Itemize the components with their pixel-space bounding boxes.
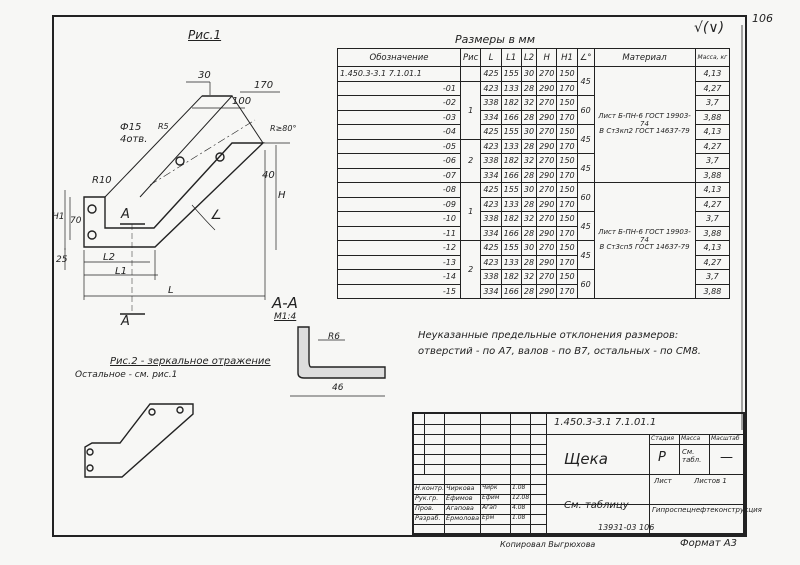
col-l: L: [481, 49, 501, 67]
dim-30: 30: [198, 70, 211, 81]
signer-role: Разраб.: [415, 514, 441, 522]
table-row: -10 338 182 32 270 150 45 3,7: [338, 212, 730, 227]
col-fig: Рис: [461, 49, 481, 67]
table-row: -07 334 166 28 290 170 3,88: [338, 168, 730, 183]
dim-l1: L1: [115, 266, 127, 277]
signer-date: 4.08: [512, 504, 526, 511]
table-row: -09 423 133 28 290 170 4,27: [338, 197, 730, 212]
section-mark-bottom: А: [121, 314, 130, 329]
table-row: -14 338 182 32 270 150 60 3,7: [338, 270, 730, 285]
dim-r6: R6: [328, 332, 340, 342]
col-l2: L2: [521, 49, 536, 67]
section-scale: М1:4: [274, 312, 297, 322]
signer-signature: Ефим: [482, 494, 500, 501]
signer-signature: Чирк: [482, 484, 498, 491]
stamp-material: См. таблицу: [564, 500, 629, 511]
table-row: -13 423 133 28 290 170 4,27: [338, 255, 730, 270]
col-h: H: [537, 49, 557, 67]
archive-number: 13931-03 106: [598, 523, 655, 532]
copied-by: Копировал Выгрюхова: [500, 540, 596, 549]
stamp-part-name: Щека: [564, 450, 608, 468]
stamp-designation: 1.450.3-3.1 7.1.01.1: [554, 417, 657, 428]
signer-name: Ефимов: [446, 494, 473, 502]
signer-role: Пров.: [415, 504, 434, 512]
signer-signature: Ерм: [482, 514, 495, 521]
signer-role: Рук.гр.: [415, 494, 439, 502]
dim-phi15: Ф15: [120, 122, 142, 133]
signer-signature: Агап: [482, 504, 497, 511]
roughness-mark: √(∨): [694, 20, 725, 36]
dim-170: 170: [254, 80, 274, 91]
fig2-outline: [85, 404, 193, 477]
dim-h1: H1: [52, 212, 65, 222]
signer-date: 1.08: [512, 514, 526, 521]
fig1-title: Рис.1: [188, 28, 222, 42]
table-row: -02 338 182 32 270 150 60 3,7: [338, 96, 730, 111]
signer-date: 1.08: [512, 484, 526, 491]
table-row: -11 334 166 28 290 170 3,88: [338, 226, 730, 241]
note-line-1: Неуказанные предельные отклонения размеров:: [418, 330, 679, 341]
dim-70: 70: [70, 216, 82, 226]
fig2-note: Остальное - см. рис.1: [75, 370, 178, 380]
stamp-stage-header: Стадия: [651, 435, 675, 442]
dim-r5: R5: [158, 122, 169, 131]
table-row: -08 1 425 155 30 270 150 60 Лист Б-ПН-6 ГОСТ 19903-74 В Ст3сп5 ГОСТ 14637-79 4,13: [338, 183, 730, 198]
hole-1: [88, 205, 96, 213]
format-label: Формат А3: [680, 538, 737, 549]
section-title: А-А: [272, 294, 298, 312]
dim-l: L: [168, 285, 174, 296]
title-block: [412, 412, 762, 535]
stamp-mass-header: Масса: [681, 435, 701, 442]
dim-100: 100: [232, 96, 252, 107]
col-angle: ∠°: [577, 49, 594, 67]
col-designation: Обозначение: [338, 49, 461, 67]
stamp-scale: —: [720, 450, 733, 465]
table-row: -05 2 423 133 28 290 170 4,27: [338, 139, 730, 154]
stamp-mass: См. табл.: [682, 448, 702, 464]
col-mass: Масса, кг: [695, 49, 730, 67]
stamp-organization: Гипроспецнефтеконструкция: [652, 506, 762, 514]
dim-l2: L2: [103, 252, 115, 263]
dimensions-table: [337, 48, 730, 299]
table-row: -01 1 423 133 28 290 170 4,27: [338, 81, 730, 96]
dim-holes: 4отв.: [120, 134, 148, 145]
hole-2: [88, 231, 96, 239]
signer-role: Н.контр.: [415, 484, 445, 492]
stamp-scale-header: Масштаб: [711, 435, 740, 442]
col-h1: H1: [557, 49, 577, 67]
dim-40: 40: [262, 170, 275, 181]
stamp-stage: Р: [658, 450, 666, 465]
table-row: -15 334 166 28 290 170 3,88: [338, 284, 730, 299]
stamp-sheets: Листов 1: [694, 477, 727, 485]
fig2-title: Рис.2 - зеркальное отражение: [110, 356, 271, 367]
signer-name: Ермолова: [446, 514, 480, 522]
table-row: -12 2 425 155 30 270 150 45 4,13: [338, 241, 730, 256]
dim-r10: R10: [92, 175, 112, 186]
section-profile: [298, 327, 385, 378]
table-row: -06 338 182 32 270 150 45 3,7: [338, 154, 730, 169]
signer-date: 12.08: [512, 494, 530, 501]
stamp-sheet: Лист: [654, 477, 672, 485]
hole-3: [176, 157, 184, 165]
dim-h: H: [278, 190, 286, 201]
dim-r80: R≥80°: [270, 124, 297, 133]
col-l1: L1: [501, 49, 521, 67]
table-row: 1.450.3-3.1 7.1.01.1 425 155 30 270 150 45 Лист Б-ПН-6 ГОСТ 19903-74 В Ст3кп2 ГОСТ 14637-79 4,13: [338, 67, 730, 82]
page-number: 106: [752, 12, 773, 25]
table-title: Размеры в мм: [455, 33, 536, 46]
fig1-outline: [84, 143, 263, 247]
dim-25: 25: [56, 255, 68, 265]
note-line-2: отверстий - по А7, валов - по В7, остальных - по СМ8.: [418, 346, 701, 357]
dim-46: 46: [332, 383, 344, 393]
col-material: Материал: [594, 49, 695, 67]
signer-name: Агапова: [446, 504, 474, 512]
section-mark-top: А: [121, 207, 130, 222]
table-row: -04 425 155 30 270 150 45 4,13: [338, 125, 730, 140]
signer-name: Чиркова: [446, 484, 475, 492]
dim-alpha: ∠: [210, 208, 222, 223]
fig1-arm-left: [105, 96, 232, 197]
table-row: -03 334 166 28 290 170 3,88: [338, 110, 730, 125]
